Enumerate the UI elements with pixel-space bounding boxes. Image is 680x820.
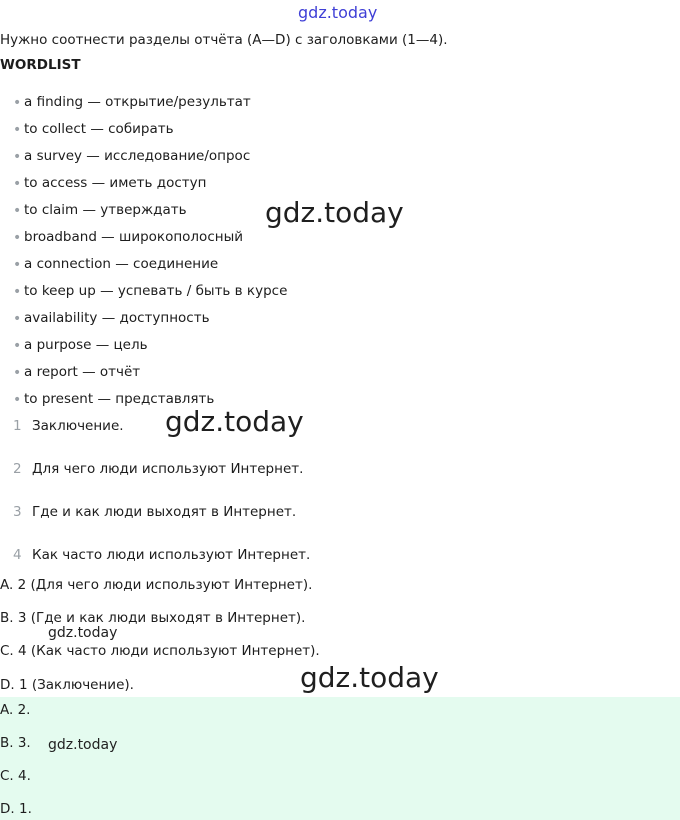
heading-number: 1 [13, 418, 22, 434]
watermark: gdz.today [48, 625, 118, 641]
wordlist-item: a connection — соединение [24, 256, 219, 272]
bullet-icon: • [13, 338, 22, 354]
answer-line: C. 4. [0, 768, 31, 784]
heading-number: 2 [13, 461, 22, 477]
answer-line: D. 1. [0, 801, 32, 817]
match-line: B. 3 (Где и как люди выходят в Интернет). [0, 610, 306, 626]
bullet-icon: • [13, 392, 22, 408]
bullet-icon: • [13, 365, 22, 381]
bullet-icon: • [13, 284, 22, 300]
match-line: C. 4 (Как часто люди используют Интернет). [0, 643, 320, 659]
heading-text: Заключение. [32, 418, 124, 434]
watermark: gdz.today [265, 196, 404, 229]
watermark: gdz.today [165, 405, 304, 438]
wordlist-item: to claim — утверждать [24, 202, 187, 218]
watermark: gdz.today [300, 661, 439, 694]
bullet-icon: • [13, 203, 22, 219]
watermark-top: gdz.today [298, 3, 378, 22]
wordlist-item: a finding — открытие/результат [24, 94, 251, 110]
bullet-icon: • [13, 95, 22, 111]
wordlist-item: availability — доступность [24, 310, 210, 326]
bullet-icon: • [13, 122, 22, 138]
watermark: gdz.today [48, 737, 118, 753]
task-instruction: Нужно соотнести разделы отчёта (A—D) с заголовками (1—4). [0, 32, 448, 48]
bullet-icon: • [13, 149, 22, 165]
bullet-icon: • [13, 230, 22, 246]
wordlist-item: to present — представлять [24, 391, 215, 407]
wordlist-item: to access — иметь доступ [24, 175, 207, 191]
heading-text: Как часто люди используют Интернет. [32, 547, 311, 563]
bullet-icon: • [13, 311, 22, 327]
answer-line: A. 2. [0, 702, 31, 718]
match-line: A. 2 (Для чего люди используют Интернет). [0, 577, 313, 593]
wordlist-title: WORDLIST [0, 57, 81, 73]
match-line: D. 1 (Заключение). [0, 677, 134, 693]
wordlist-item: broadband — широкополосный [24, 229, 243, 245]
wordlist-item: a purpose — цель [24, 337, 148, 353]
wordlist-item: to collect — собирать [24, 121, 174, 137]
answer-box [0, 697, 680, 820]
bullet-icon: • [13, 257, 22, 273]
bullet-icon: • [13, 176, 22, 192]
answer-line: B. 3. [0, 735, 31, 751]
heading-number: 4 [13, 547, 22, 563]
heading-text: Для чего люди используют Интернет. [32, 461, 304, 477]
heading-text: Где и как люди выходят в Интернет. [32, 504, 297, 520]
wordlist-item: to keep up — успевать / быть в курсе [24, 283, 288, 299]
heading-number: 3 [13, 504, 22, 520]
wordlist-item: a survey — исследование/опрос [24, 148, 251, 164]
wordlist-item: a report — отчёт [24, 364, 141, 380]
